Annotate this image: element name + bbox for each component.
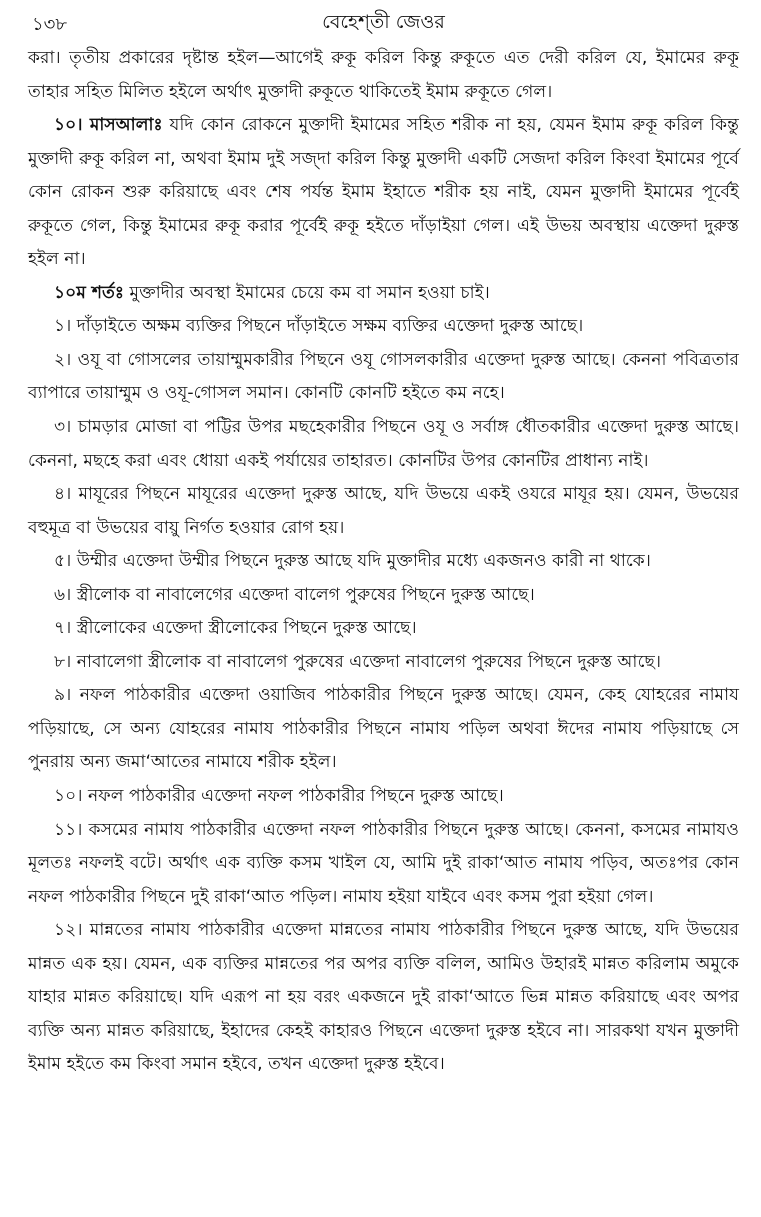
paragraph-item-7 <box>28 612 739 646</box>
paragraph-text: মুক্তাদীর অবস্থা ইমামের চেয়ে কম বা সমান হওয়া চাই। <box>124 282 490 303</box>
paragraph-masala-10 <box>28 109 739 277</box>
paragraph-heading: ১০। মাসআলাঃ <box>54 115 163 136</box>
paragraph-item-4 <box>28 478 739 545</box>
paragraph-item-6 <box>28 579 739 613</box>
paragraph-continuation <box>28 42 739 109</box>
paragraph-text: ১০। নফল পাঠকারীর এক্তেদা নফল পাঠকারীর পিছনে দুরুস্ত আছে। <box>54 786 504 807</box>
page-number: ১৩৮ <box>32 14 68 35</box>
paragraph-text: ৫। উম্মীর এক্তেদা উম্মীর পিছনে দুরুস্ত আছে যদি মুক্তাদীর মধ্যে একজনও কারী না থাকে। <box>54 551 651 572</box>
paragraph-item-1 <box>28 310 739 344</box>
paragraph-text: ৯। নফল পাঠকারীর এক্তেদা ওয়াজিব পাঠকারীর পিছনে দুরুস্ত আছে। যেমন, কেহ যোহরের নামায পড়িয়াছে, সে অন্য যোহরের নামায পাঠকারীর পিছনে নামায পড়িল অথবা ঈদের নামায পড়িয়াছে সে পুনরায় অন্য জমা‘আতের নামাযে শরীক হইল। <box>28 685 739 773</box>
paragraph-item-11 <box>28 814 739 915</box>
paragraph-text: ৮। নাবালেগা স্ত্রীলোক বা নাবালেগ পুরুষের এক্তেদা নাবালেগ পুরুষের পিছনে দুরুস্ত আছে। <box>54 651 662 672</box>
paragraph-item-3 <box>28 411 739 478</box>
paragraph-item-10 <box>28 780 739 814</box>
paragraph-text: ৩। চামড়ার মোজা বা পট্টির উপর মছহেকারীর পিছনে ওযূ ও সর্বাঙ্গ ধৌতকারীর এক্তেদা দুরুস্ত আছে। কেননা, মছহে করা এবং ধোয়া একই পর্যায়ের তাহারত। কোনটির উপর কোনটির প্রাধান্য নাই। <box>28 417 739 471</box>
paragraph-condition-10 <box>28 277 739 311</box>
paragraph-item-9 <box>28 679 739 780</box>
paragraph-text: ৬। স্ত্রীলোক বা নাবালেগের এক্তেদা বালেগ পুরুষের পিছনে দুরুস্ত আছে। <box>54 584 535 605</box>
paragraph-item-8 <box>28 646 739 680</box>
paragraph-item-5 <box>28 545 739 579</box>
paragraph-heading: ১০ম শর্তঃ <box>54 282 125 303</box>
running-title: বেহেশ্‌তী জেওর <box>322 11 445 33</box>
page-header <box>28 8 739 42</box>
paragraph-text: করা। তৃতীয় প্রকারের দৃষ্টান্ত হইল—আগেই রুকূ করিল কিন্তু রুকূতে এত দেরী করিল যে, ইমামের রুকূ তাহার সহিত মিলিত হইলে অর্থাৎ মুক্তাদী রুকূতে থাকিতেই ইমাম রুকূতে গেল। <box>28 48 739 102</box>
paragraph-text: ১২। মান্নতের নামায পাঠকারীর এক্তেদা মান্নতের নামায পাঠকারীর পিছনে দুরুস্ত আছে, যদি উভয়ের মান্নত এক হয়। যেমন, এক ব্যক্তির মান্নতের পর অপর ব্যক্তি বলিল, আমিও উহারই মান্নত করিলাম অমুকে যাহার মান্নত করিয়াছে। যদি এরূপ না হয় বরং একজনে দুই রাকা‘আতে ভিন্ন মান্নত করিয়াছে এবং অপর ব্যক্তি অন্য মান্নত করিয়াছে, ইহাদের কেহই কাহারও পিছনে এক্তেদা দুরুস্ত হইবে না। সারকথা যখন মুক্তাদী ইমাম হইতে কম কিংবা সমান হইবে, তখন এক্তেদা দুরুস্ত হইবে। <box>28 920 739 1075</box>
paragraph-text: যদি কোন রোকনে মুক্তাদী ইমামের সহিত শরীক না হয়, যেমন ইমাম রুকূ করিল কিন্তু মুক্তাদী রুকূ করিল না, অথবা ইমাম দুই সজ্‌দা করিল কিন্তু মুক্তাদী একটি সেজদা করিল কিংবা ইমামের পূর্বে কোন রোকন শুরু করিয়াছে এবং শেষ পর্যন্ত ইমাম ইহাতে শরীক হয় নাই, যেমন মুক্তাদী ইমামের পূর্বেই রুকূতে গেল, কিন্তু ইমামের রুকূ করার পূর্বেই রুকূ হইতে দাঁড়াইয়া গেল। এই উভয় অবস্থায় এক্তেদা দুরুস্ত হইল না। <box>28 115 740 270</box>
paragraph-text: ১। দাঁড়াইতে অক্ষম ব্যক্তির পিছনে দাঁড়াইতে সক্ষম ব্যক্তির এক্তেদা দুরুস্ত আছে। <box>54 316 584 337</box>
paragraph-text: ৭। স্ত্রীলোকের এক্তেদা স্ত্রীলোকের পিছনে দুরুস্ত আছে। <box>54 618 417 639</box>
paragraph-item-12 <box>28 914 739 1082</box>
paragraph-item-2 <box>28 344 739 411</box>
paragraph-text: ২। ওযূ বা গোসলের তায়াম্মুমকারীর পিছনে ওযূ গোসলকারীর এক্তেদা দুরুস্ত আছে। কেননা পবিত্রতার ব্যাপারে তায়াম্মুম ও ওযূ-গোসল সমান। কোনটি কোনটি হইতে কম নহে। <box>28 349 739 404</box>
body-text <box>28 42 739 1082</box>
paragraph-text: ১১। কসমের নামায পাঠকারীর এক্তেদা নফল পাঠকারীর পিছনে দুরুস্ত আছে। কেননা, কসমের নামাযও মূলতঃ নফলই বটে। অর্থাৎ এক ব্যক্তি কসম খাইল যে, আমি দুই রাকা‘আত নামায পড়িব, অতঃপর কোন নফল পাঠকারীর পিছনে দুই রাকা‘আত পড়িল। নামায হইয়া যাইবে এবং কসম পুরা হইয়া গেল। <box>28 819 739 907</box>
paragraph-text: ৪। মাযূরের পিছনে মাযূরের এক্তেদা দুরুস্ত আছে, যদি উভয়ে একই ওযরে মাযূর হয়। যেমন, উভয়ের বহুমূত্র বা উভয়ের বায়ু নির্গত হওয়ার রোগ হয়। <box>28 484 739 538</box>
